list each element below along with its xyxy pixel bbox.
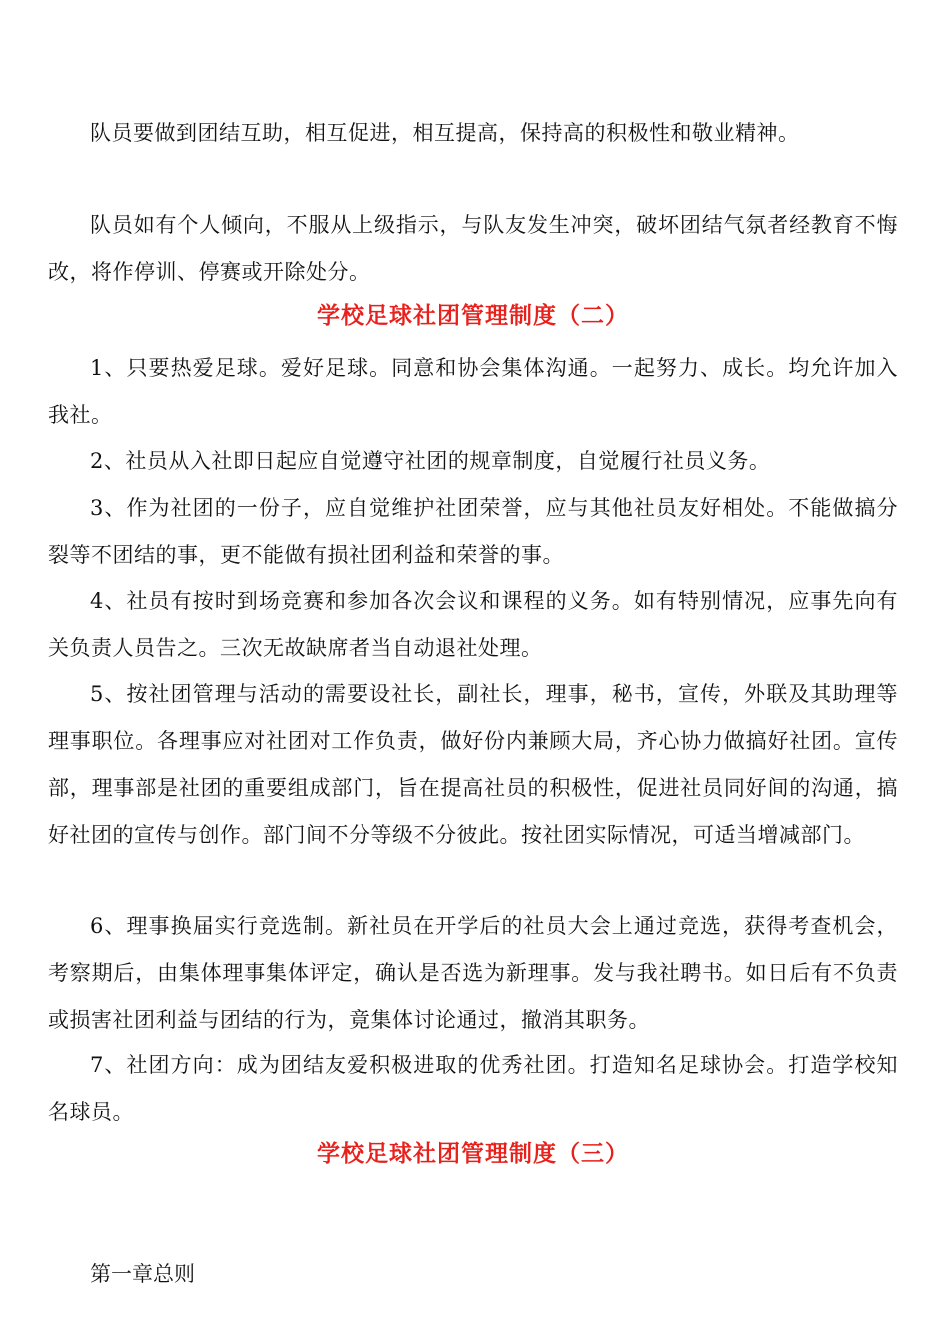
rule-item-6: 6、理事换届实行竞选制。新社员在开学后的社员大会上通过竞选，获得考查机会，考察期后，由集体理事集体评定，确认是否选为新理事。发与我社聘书。如日后有不负责或损害社团利益与团结的行为，竟集体讨论通过，撤消其职务。 xyxy=(48,914,898,1032)
section-heading-2: 学校足球社团管理制度（二） xyxy=(317,302,629,329)
rule-item-5: 5、按社团管理与活动的需要设社长，副社长，理事，秘书，宣传，外联及其助理等理事职位。各理事应对社团对工作负责，做好份内兼顾大局，齐心协力做搞好社团。宣传部，理事部是社团的重要组成部门，旨在提高社员的积极性，促进社员同好间的沟通，搞好社团的宣传与创作。部门间不分等级不分彼此。按社团实际情况，可适当增减部门。 xyxy=(48,682,898,847)
rule-item-3: 3、作为社团的一份子，应自觉维护社团荣誉，应与其他社员友好相处。不能做搞分裂等不团结的事，更不能做有损社团利益和荣誉的事。 xyxy=(48,496,898,567)
rule-item-2: 2、社员从入社即日起应自觉遵守社团的规章制度，自觉履行社员义务。 xyxy=(90,449,771,473)
paragraph-discipline: 队员如有个人倾向，不服从上级指示，与队友发生冲突，破坏团结气氛者经教育不悔改，将作停训、停赛或开除处分。 xyxy=(48,213,898,284)
rule-item-4: 4、社员有按时到场竞赛和参加各次会议和课程的义务。如有特别情况，应事先向有关负责人员告之。三次无故缺席者当自动退社处理。 xyxy=(48,589,898,660)
rule-item-7: 7、社团方向：成为团结友爱积极进取的优秀社团。打造知名足球协会。打造学校知名球员。 xyxy=(48,1053,898,1124)
section-heading-3: 学校足球社团管理制度（三） xyxy=(317,1140,629,1167)
chapter-title: 第一章总则 xyxy=(90,1262,195,1286)
paragraph-team-unity: 队员要做到团结互助，相互促进，相互提高，保持高的积极性和敬业精神。 xyxy=(90,121,800,145)
rule-item-1: 1、只要热爱足球。爱好足球。同意和协会集体沟通。一起努力、成长。均允许加入我社。 xyxy=(48,356,898,427)
